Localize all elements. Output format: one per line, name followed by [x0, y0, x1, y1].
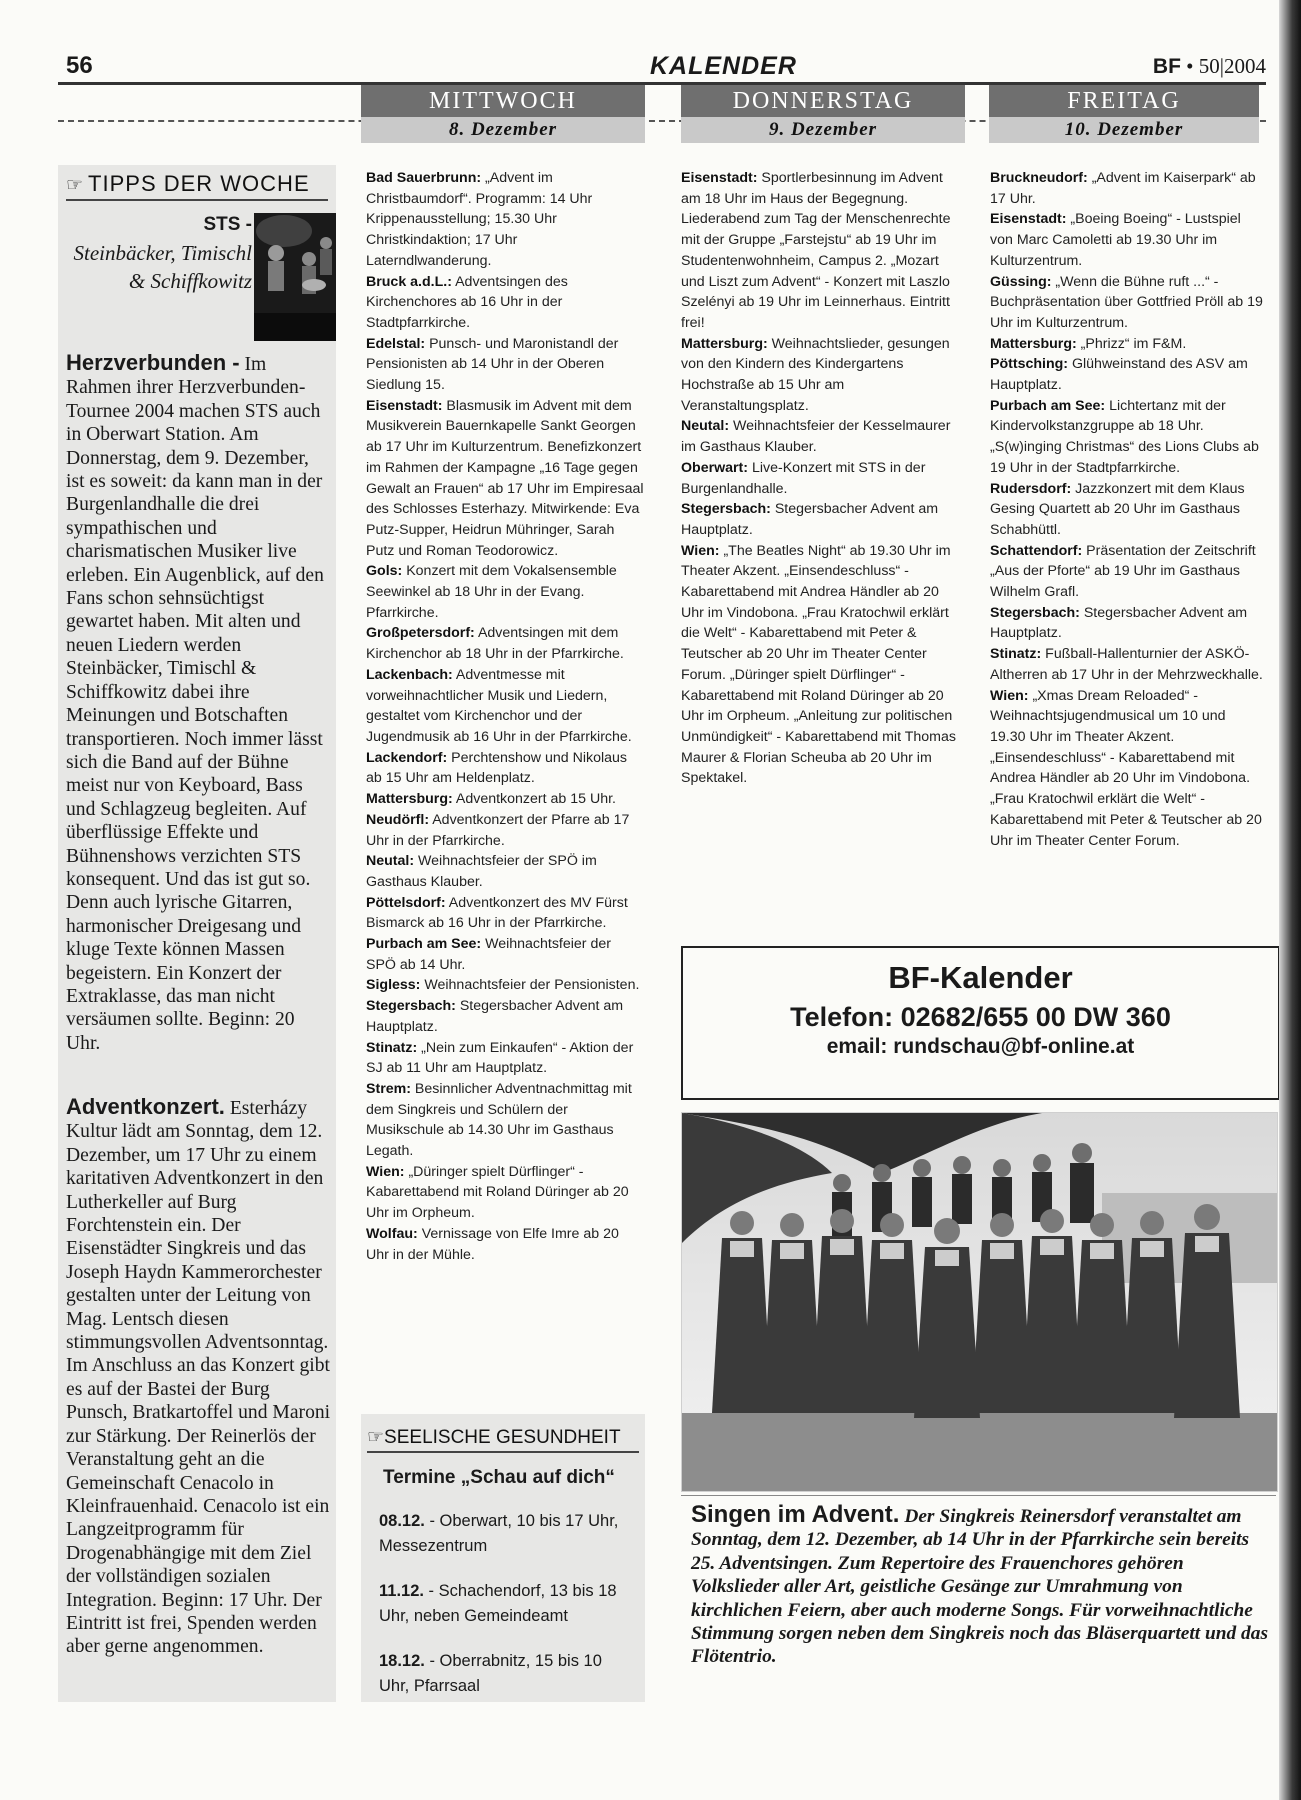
choir-caption	[691, 1503, 1271, 1669]
event-entry	[366, 168, 644, 272]
article-keyword: Herzverbunden -	[66, 350, 240, 375]
event-place: Lackenbach:	[366, 666, 453, 683]
event-entry	[681, 458, 963, 499]
pointing-hand-icon: ☞	[66, 175, 85, 196]
event-entry	[366, 789, 644, 810]
page-header	[58, 52, 1266, 82]
event-text: „The Beatles Night“ ab 19.30 Uhr im Theater Akzent. „Einsendeschluss“ - Kabarettabend mit Andrea Händler ab 20 Uhr im Vindobona. „Frau Kratochwil erklärt die Welt“ - Kabarettabend mit Peter & Teutscher ab 20 Uhr im Theater Center Forum. „Düringer spielt Dürflinger“ - Kabarettabend mit Roland Düringer ab 20 Uhr im Orpheum. „Anleitung zur politischen Unmündigkeit“ - Kabarettabend mit Thomas Maurer & Florian Scheuba ab 20 Uhr im Spektakel.	[681, 542, 956, 787]
event-text: Jazzkonzert mit dem Klaus Gesing Quartett ab 20 Uhr im Gasthaus Schabhüttl.	[990, 480, 1245, 538]
event-text: „Nein zum Einkaufen“ - Aktion der SJ ab 11 Uhr am Hauptplatz.	[366, 1039, 634, 1077]
event-place: Mattersburg:	[681, 335, 768, 352]
tips-header-label: TIPPS DER WOCHE	[88, 171, 310, 196]
event-entry	[366, 810, 644, 851]
event-text: Glühweinstand des ASV am Hauptplatz.	[990, 356, 1248, 394]
event-place: Rudersdorf:	[990, 480, 1072, 497]
event-entry	[990, 168, 1264, 209]
event-text: Adventmesse mit vorweihnachtlicher Musik und Liedern, gestaltet vom Kirchenchor und der Jugendmusik ab 16 Uhr in der Pfarrkirche.	[366, 666, 632, 745]
event-text: „Xmas Dream Reloaded“ - Weihnachtsjugendmusical um 10 und 19.30 Uhr im Theater Akzent. „Einsendeschluss“ - Kabarettabend mit Andrea Händler ab 20 Uhr im Vindobona. „Frau Kratochwil erklärt die Welt“ - Kabarettabend mit Peter & Teutscher ab 20 Uhr im Theater Center Forum.	[990, 687, 1262, 849]
appointment-date: 08.12.	[379, 1512, 425, 1530]
event-entry	[366, 748, 644, 789]
event-place: Stegersbach:	[681, 501, 771, 518]
event-entry	[366, 1038, 644, 1079]
event-entry	[366, 272, 644, 334]
appointment-text: - Schachendorf, 13 bis 18 Uhr, neben Gemeindeamt	[379, 1582, 617, 1625]
event-entry	[366, 893, 644, 934]
event-place: Neutal:	[366, 853, 415, 870]
seelische-gesundheit-box	[361, 1414, 645, 1702]
event-text: Punsch- und Maronistandl der Pensionisten ab 14 Uhr in der Oberen Siedlung 15.	[366, 335, 619, 394]
event-place: Pöttelsdorf:	[366, 894, 446, 911]
event-entry	[366, 851, 644, 892]
event-text: Lichtertanz mit der Kindervolkstanzgruppe ab 18 Uhr. „S(w)inging Christmas“ des Lions Clubs ab 19 Uhr in der Stadtpfarrkirche.	[990, 397, 1259, 476]
event-entry	[990, 396, 1264, 479]
event-entry	[990, 354, 1264, 395]
choir-photo	[681, 1112, 1278, 1492]
article-keyword: Adventkonzert.	[66, 1094, 225, 1119]
day-date: 8. Dezember	[361, 117, 645, 143]
bf-kalender-phone: Telefon: 02682/655 00 DW 360	[790, 1002, 1171, 1032]
day-header-friday	[989, 85, 1259, 143]
day-date: 9. Dezember	[681, 117, 965, 143]
event-place: Wien:	[366, 1163, 405, 1180]
day-name: DONNERSTAG	[681, 85, 965, 117]
event-place: Güssing:	[990, 273, 1052, 290]
event-text: „Wenn die Bühne ruft ...“ - Buchpräsentation über Gottfried Pröll ab 19 Uhr im Kulturzentrum.	[990, 273, 1263, 331]
event-entry	[366, 975, 644, 996]
article-herzverbunden	[66, 351, 332, 1055]
event-place: Eisenstadt:	[681, 170, 758, 186]
event-entry	[990, 644, 1264, 685]
seelische-title: Termine „Schau auf dich“	[383, 1467, 615, 1488]
event-text: „Advent im Christbaumdorf“. Programm: 14 Uhr Krippenausstellung; 15.30 Uhr Christkindaktion; 17 Uhr Laterndlwanderung.	[366, 170, 593, 269]
event-entry	[366, 665, 644, 748]
band-photo	[254, 213, 336, 341]
section-title: KALENDER	[650, 52, 797, 80]
thursday-column	[681, 168, 963, 789]
bf-kalender-email[interactable]: email: rundschau@bf-online.at	[826, 1035, 1135, 1058]
event-text: Stegersbacher Advent am Hauptplatz.	[681, 501, 939, 538]
event-place: Mattersburg:	[990, 335, 1077, 352]
event-entry	[366, 334, 644, 396]
appointment-item	[379, 1579, 627, 1629]
bf-kalender-box	[681, 946, 1280, 1100]
tips-header	[66, 171, 328, 201]
appointment-text: - Oberrabnitz, 15 bis 10 Uhr, Pfarrsaal	[379, 1652, 602, 1695]
event-place: Purbach am See:	[990, 397, 1106, 414]
event-entry	[366, 1162, 644, 1224]
photo-caption-text: Steinbäcker, Timischl & Schiffkowitz	[73, 241, 252, 293]
event-place: Bruck a.d.L.:	[366, 273, 452, 290]
event-place: Wolfau:	[366, 1225, 418, 1242]
tips-column	[58, 165, 336, 1702]
event-entry	[366, 561, 644, 623]
event-place: Stinatz:	[990, 646, 1042, 663]
event-text: Adventsingen mit dem Kirchenchor ab 18 Uhr in der Pfarrkirche.	[366, 625, 624, 663]
article-body: Esterházy Kultur lädt am Sonntag, dem 12. Dezember, um 17 Uhr zu einem karitativen Adventkonzert in den Lutherkeller auf Burg Forchtenstein ein. Der Eisenstädter Singkreis und das Joseph Haydn Kammerorchester gestalten unter der Leitung von Mag. Lentsch diesen stimmungsvollen Adventsonntag. Im Anschluss an das Konzert gibt es auf der Bastei der Burg Punsch, Bratkartoffel und Maroni zur Stärkung. Der Reinerlös der Veranstaltung geht an die Gemeinschaft Cenacolo in Kleinfrauenhaid. Cenacolo ist ein Langzeitprogramm für Drogenabhängige mit dem Ziel der vollständigen sozialen Integration. Beginn: 17 Uhr. Der Eintritt ist frei, Spenden werden aber gerne angenommen.	[66, 1098, 331, 1658]
event-place: Sigless:	[366, 977, 421, 994]
day-name: MITTWOCH	[361, 85, 645, 117]
event-entry	[681, 416, 963, 457]
event-place: Bruckneudorf:	[990, 170, 1088, 186]
appointment-date: 18.12.	[379, 1652, 425, 1670]
appointment-list	[361, 1509, 645, 1699]
event-entry	[681, 334, 963, 417]
event-text: Stegersbacher Advent am Hauptplatz.	[990, 604, 1248, 642]
publication-name: BF	[1152, 55, 1181, 78]
appointment-item	[379, 1649, 627, 1699]
event-text: Adventkonzert des MV Fürst Bismarck ab 16 Uhr in der Pfarrkirche.	[366, 894, 628, 932]
event-entry	[366, 996, 644, 1037]
event-place: Neudörfl:	[366, 811, 430, 828]
event-entry	[681, 168, 963, 334]
article-body: Im Rahmen ihrer Herzverbunden-Tournee 2004 machen STS auch in Oberwart Station. Am Donnerstag, dem 9. Dezember, ist es soweit: da kann man in der Burgenlandhalle die drei sympathischen und charismatischen Musiker live erleben. Ein Augenblick, auf den Fans schon sehnsüchtigst gewartet haben. Mit alten und neuen Liedern werden Steinbäcker, Timischl & Schiffkowitz dabei ihre Meinungen und Botschaften transportieren. Noch immer lässt sich die Band auf der Bühne meist nur von Keyboard, Bass und Schlagzeug begleiten. Auf überflüssige Effekte und Bühnenshows verzichten STS konsequent. Und das ist gut so. Denn auch lyrische Gitarren, harmonischer Dreigesang und kluge Texte können Massen begeistern. Ein Konzert der Extraklasse, das man nicht versäumen sollte. Beginn: 20 Uhr.	[66, 354, 324, 1054]
event-text: Adventkonzert der Pfarre ab 17 Uhr in der Pfarrkirche.	[366, 811, 630, 849]
event-place: Mattersburg:	[366, 791, 453, 808]
event-entry	[990, 272, 1264, 334]
event-entry	[990, 334, 1264, 355]
event-text: Präsentation der Zeitschrift „Aus der Pforte“ ab 19 Uhr im Gasthaus Wilhelm Grafl.	[990, 542, 1256, 601]
issue-info: BF • 50|2004	[1152, 54, 1266, 78]
day-header-thursday	[681, 85, 965, 143]
appointment-date: 11.12.	[379, 1582, 424, 1600]
event-entry	[990, 541, 1264, 603]
event-text: „Phrizz“ im F&M.	[1076, 335, 1187, 352]
day-date: 10. Dezember	[989, 117, 1259, 143]
day-header-wednesday	[361, 85, 645, 143]
caption-text: Der Singkreis Reinersdorf veranstaltet am Sonntag, dem 12. Dezember, ab 14 Uhr in der Pfarrkirche sein bereits 25. Adventsingen. Zum Repertoire des Frauenchores gehören Volkslieder aller Art, geistliche Gesänge zur Umrahmung von kirchlichen Feiern, aber auch moderne Songs. Für vorweihnachtliche Stimmung sorgen neben dem Singkreis noch das Bläserquartett und das Flötentrio.	[691, 1506, 1268, 1668]
event-text: Adventkonzert ab 15 Uhr.	[452, 791, 616, 808]
event-entry	[366, 396, 644, 562]
event-text: Stegersbacher Advent am Hauptplatz.	[366, 998, 624, 1035]
event-text: Weihnachtsfeier der Pensionisten.	[420, 977, 640, 994]
event-text: Blasmusik im Advent mit dem Musikverein Bauernkapelle Sankt Georgen ab 17 Uhr im Kulturzentrum. Benefizkonzert im Rahmen der Kampagne „16 Tage gegen Gewalt an Frauen“ ab 17 Uhr im Empiresaal des Schlosses Esterhazy. Mitwirkende: Eva Putz-Supper, Heidrun Mühringer, Sarah Putz und Roman Teodorowicz.	[366, 397, 644, 559]
photo-title: STS -	[203, 214, 252, 235]
event-place: Stegersbach:	[990, 604, 1080, 621]
event-text: Vernissage von Elfe Imre ab 20 Uhr in der Mühle.	[366, 1225, 619, 1263]
event-entry	[366, 1224, 644, 1265]
photo-caption	[66, 211, 252, 295]
event-place: Pöttsching:	[990, 356, 1069, 373]
event-text: Weihnachtsfeier der SPÖ ab 14 Uhr.	[366, 936, 611, 973]
event-entry	[990, 209, 1264, 271]
event-place: Schattendorf:	[990, 542, 1083, 559]
event-text: Live-Konzert mit STS in der Burgenlandhalle.	[681, 459, 926, 497]
day-name: FREITAG	[989, 85, 1259, 117]
event-text: „Boeing Boeing“ - Lustspiel von Marc Camoletti ab 19.30 Uhr im Kulturzentrum.	[990, 211, 1241, 269]
event-place: Gols:	[366, 563, 403, 580]
event-entry	[681, 541, 963, 789]
appointment-item	[379, 1509, 627, 1559]
friday-column	[990, 168, 1264, 851]
event-entry	[366, 934, 644, 975]
event-place: Eisenstadt:	[990, 211, 1067, 228]
event-place: Bad Sauerbrunn:	[366, 170, 482, 186]
event-text: Besinnlicher Adventnachmittag mit dem Singkreis und Schülern der Musikschule ab 14.30 Uhr im Gasthaus Legath.	[366, 1080, 632, 1160]
event-place: Wien:	[681, 542, 720, 559]
event-place: Oberwart:	[681, 459, 749, 476]
event-place: Neutal:	[681, 418, 730, 435]
event-text: Weihnachtsfeier der SPÖ im Gasthaus Klauber.	[366, 853, 597, 890]
event-text: „Advent im Kaiserpark“ ab 17 Uhr.	[990, 170, 1256, 207]
wednesday-column	[366, 168, 644, 1265]
event-place: Wien:	[990, 687, 1029, 704]
event-text: Sportlerbesinnung im Advent am 18 Uhr im Haus der Begegnung. Liederabend zum Tag der Menschenrechte mit der Gruppe „Farstejstu“ ab 19 Uhr im Studentenwohnheim, Campus 2. „Mozart und Liszt zum Advent“ - Konzert mit Laszlo Szelényi ab 19 Uhr im Leinnerhaus. Eintritt frei!	[681, 170, 951, 331]
event-place: Edelstal:	[366, 335, 426, 352]
event-text: „Düringer spielt Dürflinger“ - Kabarettabend mit Roland Düringer ab 20 Uhr im Orpheum.	[366, 1163, 629, 1222]
seelische-header-label: SEELISCHE GESUNDHEIT	[384, 1427, 621, 1448]
seelische-header	[367, 1426, 639, 1453]
band-silhouette-image	[254, 213, 336, 341]
page-number: 56	[66, 52, 93, 79]
bf-kalender-title: BF-Kalender	[888, 960, 1073, 995]
event-place: Eisenstadt:	[366, 397, 443, 414]
pointing-hand-icon: ☞	[367, 1427, 385, 1448]
event-place: Lackendorf:	[366, 749, 448, 766]
event-entry	[990, 603, 1264, 644]
event-text: Weihnachtsfeier der Kesselmaurer im Gasthaus Klauber.	[681, 418, 951, 456]
event-place: Stinatz:	[366, 1039, 418, 1056]
issue-number: 50|2004	[1198, 54, 1266, 78]
appointment-text: - Oberwart, 10 bis 17 Uhr, Messezentrum	[379, 1512, 619, 1555]
event-text: Fußball-Hallenturnier der ASKÖ-Altherren ab 17 Uhr in der Mehrzweckhalle.	[990, 646, 1263, 683]
event-place: Purbach am See:	[366, 936, 482, 953]
event-place: Stegersbach:	[366, 998, 456, 1015]
event-text: Weihnachtslieder, gesungen von den Kindern des Kindergartens Hochstraße ab 15 Uhr am Veranstaltungsplatz.	[681, 335, 950, 414]
event-entry	[681, 499, 963, 540]
event-text: Adventsingen des Kirchenchores ab 16 Uhr in der Stadtpfarrkirche.	[366, 273, 568, 331]
event-entry	[990, 479, 1264, 541]
event-text: Konzert mit dem Vokalsensemble Seewinkel ab 18 Uhr in der Evang. Pfarrkirche.	[366, 563, 617, 621]
event-text: Perchtenshow und Nikolaus ab 15 Uhr am Heldenplatz.	[366, 749, 628, 787]
event-place: Großpetersdorf:	[366, 625, 475, 642]
event-entry	[366, 1079, 644, 1162]
caption-keyword: Singen im Advent.	[691, 1501, 900, 1528]
event-entry	[366, 623, 644, 664]
article-adventkonzert	[66, 1095, 332, 1659]
choir-group-image	[682, 1113, 1277, 1491]
caption-rule	[681, 1495, 1276, 1496]
event-entry	[990, 686, 1264, 852]
event-place: Strem:	[366, 1080, 411, 1097]
